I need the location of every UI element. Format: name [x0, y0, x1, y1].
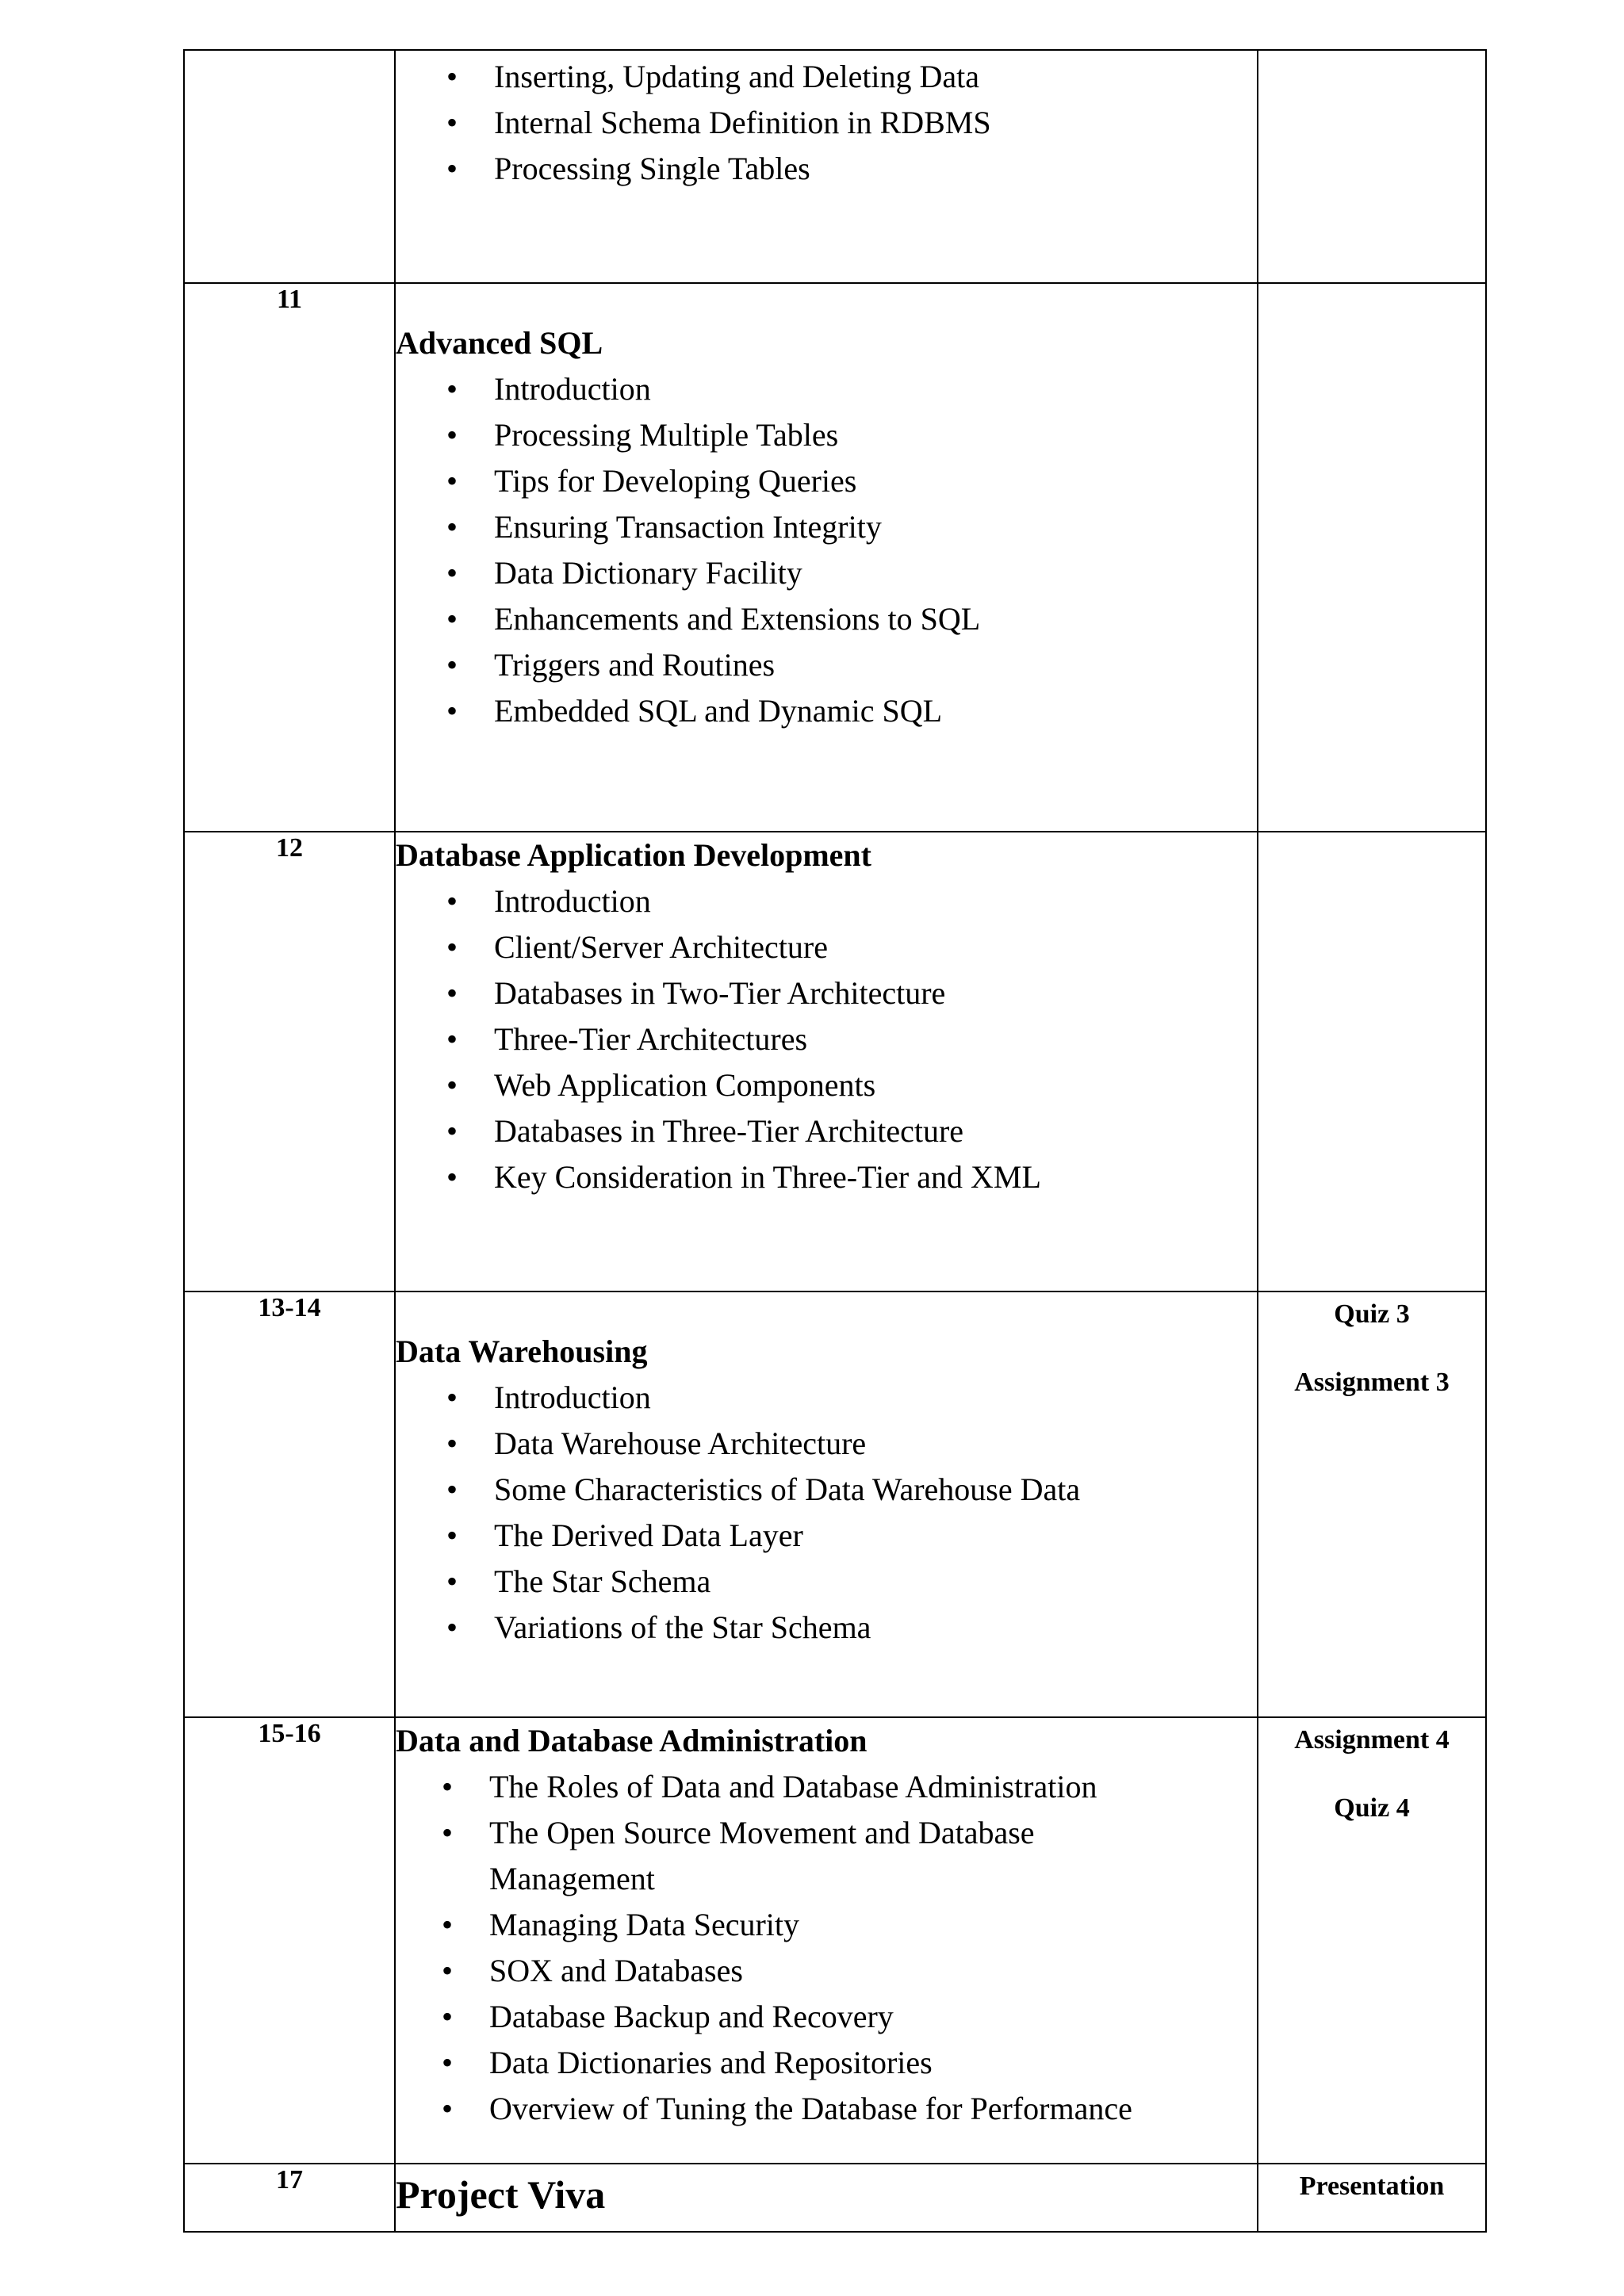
- list-item: • Variations of the Star Schema: [494, 1605, 1257, 1651]
- assessment-cell: [1258, 1292, 1486, 1717]
- week-number: 13-14: [258, 1293, 321, 1322]
- topic-list: [396, 1375, 1257, 1651]
- assessment-cell: [1258, 283, 1486, 832]
- assessment-cell: [1258, 2164, 1486, 2232]
- table-row: [184, 283, 1486, 832]
- list-item: • Embedded SQL and Dynamic SQL: [494, 688, 1257, 734]
- week-cell: [184, 50, 395, 283]
- list-item: • Database Backup and Recovery: [489, 1994, 1257, 2040]
- list-item: • Databases in Three-Tier Architecture: [494, 1108, 1257, 1154]
- week-number: 11: [276, 285, 303, 314]
- assessment-cell: [1258, 50, 1486, 283]
- table-row: [184, 50, 1486, 283]
- week-cell: [184, 2164, 395, 2232]
- section-heading: Advanced SQL: [396, 325, 603, 361]
- list-item: • Introduction: [494, 1375, 1257, 1421]
- assessment-cell: [1258, 1717, 1486, 2164]
- topics-cell: [395, 283, 1258, 832]
- week-cell: [184, 832, 395, 1292]
- table-row: [184, 2164, 1486, 2232]
- list-item: • Managing Data Security: [489, 1902, 1257, 1948]
- week-cell: [184, 1292, 395, 1717]
- table-row: [184, 1717, 1486, 2164]
- list-item: • The Derived Data Layer: [494, 1513, 1257, 1559]
- list-item: • Data Dictionary Facility: [494, 550, 1257, 596]
- list-item: • Web Application Components: [494, 1062, 1257, 1108]
- list-item: • Introduction: [494, 366, 1257, 412]
- list-item: • Ensuring Transaction Integrity: [494, 504, 1257, 550]
- list-item: • Databases in Two-Tier Architecture: [494, 970, 1257, 1016]
- topic-list: [396, 1764, 1257, 2132]
- topic-list: [396, 878, 1257, 1200]
- list-item: • The Open Source Movement and Database Management: [489, 1810, 1092, 1902]
- assessment-item: Quiz 4: [1334, 1793, 1410, 1823]
- list-item: • Processing Multiple Tables: [494, 412, 1257, 458]
- assessment-item: Quiz 3: [1334, 1299, 1410, 1329]
- list-item: • Key Consideration in Three-Tier and XML: [494, 1154, 1257, 1200]
- table-row: [184, 832, 1486, 1292]
- list-item: • Triggers and Routines: [494, 642, 1257, 688]
- section-heading: Project Viva: [396, 2172, 606, 2217]
- course-outline-table: [183, 49, 1487, 2233]
- topic-list: [396, 366, 1257, 734]
- list-item: • Client/Server Architecture: [494, 924, 1257, 970]
- week-cell: [184, 1717, 395, 2164]
- list-item: • Three-Tier Architectures: [494, 1016, 1257, 1062]
- list-item: • The Star Schema: [494, 1559, 1257, 1605]
- list-item: • Overview of Tuning the Database for Performance: [489, 2086, 1257, 2132]
- assessment-item: Assignment 3: [1294, 1368, 1450, 1397]
- list-item: • Tips for Developing Queries: [494, 458, 1257, 504]
- week-number: 12: [276, 833, 303, 863]
- table-row: [184, 1292, 1486, 1717]
- week-number: 17: [276, 2165, 303, 2195]
- topics-cell: [395, 1717, 1258, 2164]
- list-item: • Internal Schema Definition in RDBMS: [494, 100, 1257, 146]
- topics-cell: [395, 1292, 1258, 1717]
- list-item: • Inserting, Updating and Deleting Data: [494, 54, 1257, 100]
- topic-list: [396, 54, 1257, 192]
- topics-cell: [395, 2164, 1258, 2232]
- list-item: • Introduction: [494, 878, 1257, 924]
- list-item: • Data Dictionaries and Repositories: [489, 2040, 1257, 2086]
- section-heading: Database Application Development: [396, 837, 871, 873]
- week-cell: [184, 283, 395, 832]
- list-item: • Some Characteristics of Data Warehouse Data: [494, 1467, 1257, 1513]
- week-number: 15-16: [258, 1719, 321, 1748]
- list-item: • Enhancements and Extensions to SQL: [494, 596, 1257, 642]
- topics-cell: [395, 832, 1258, 1292]
- section-heading: Data Warehousing: [396, 1334, 648, 1369]
- assessment-item: Presentation: [1299, 2172, 1445, 2201]
- list-item: • SOX and Databases: [489, 1948, 1257, 1994]
- list-item: • Processing Single Tables: [494, 146, 1257, 192]
- section-heading: Data and Database Administration: [396, 1723, 868, 1758]
- assessment-item: Assignment 4: [1294, 1725, 1450, 1755]
- topics-cell: [395, 50, 1258, 283]
- assessment-cell: [1258, 832, 1486, 1292]
- list-item: • The Roles of Data and Database Administration: [489, 1764, 1257, 1810]
- list-item: • Data Warehouse Architecture: [494, 1421, 1257, 1467]
